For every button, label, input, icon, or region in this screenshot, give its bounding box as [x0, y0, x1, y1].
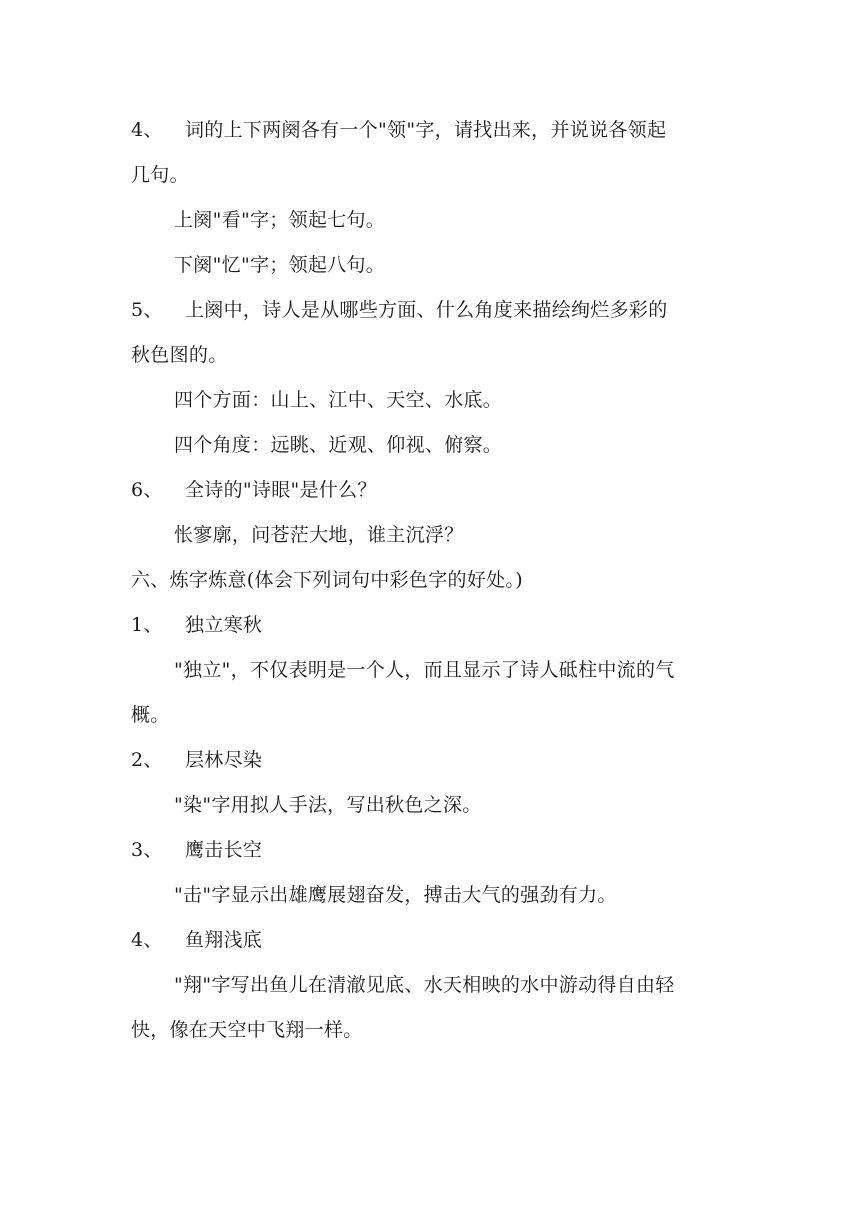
question-text: 上阕中，诗人是从哪些方面、什么角度来描绘绚烂多彩的	[185, 299, 668, 321]
question-continuation: 几句。	[131, 164, 189, 186]
phrase-text: 层林尽染	[185, 749, 263, 771]
answer-continuation: 快，像在天空中飞翔一样。	[131, 1019, 363, 1041]
answer-line: "独立"，不仅表明是一个人，而且显示了诗人砥柱中流的气	[174, 659, 675, 681]
phrase-text: 鹰击长空	[185, 839, 263, 861]
answer-line: "染"字用拟人手法，写出秋色之深。	[174, 794, 482, 816]
phrase-number: 4、	[131, 929, 163, 951]
phrase-number: 3、	[131, 839, 163, 861]
question-continuation: 秋色图的。	[131, 344, 228, 366]
document-body	[131, 108, 731, 1053]
phrase-text: 独立寒秋	[185, 614, 263, 636]
phrase-line	[131, 828, 731, 873]
phrase-number: 1、	[131, 614, 163, 636]
question-line	[131, 288, 731, 333]
answer-line: 下阕"忆"字；领起八句。	[174, 254, 386, 276]
question-line	[131, 108, 731, 153]
answer-line: 四个方面：山上、江中、天空、水底。	[174, 389, 503, 411]
answer-line: 四个角度：远眺、近观、仰视、俯察。	[174, 434, 503, 456]
answer-line: 上阕"看"字；领起七句。	[174, 209, 386, 231]
answer-line: "击"字显示出雄鹰展翅奋发，搏击大气的强劲有力。	[174, 884, 617, 906]
phrase-line	[131, 738, 731, 783]
answer-continuation: 概。	[131, 704, 170, 726]
section-heading: 六、炼字炼意(体会下列词句中彩色字的好处。)	[131, 569, 523, 591]
question-number: 6、	[131, 479, 163, 501]
phrase-text: 鱼翔浅底	[185, 929, 263, 951]
phrase-line	[131, 918, 731, 963]
question-number: 4、	[131, 119, 163, 141]
question-number: 5、	[131, 299, 163, 321]
answer-line: "翔"字写出鱼儿在清澈见底、水天相映的水中游动得自由轻	[174, 974, 675, 996]
question-line	[131, 468, 731, 513]
phrase-line	[131, 603, 731, 648]
answer-line: 怅寥廓，问苍茫大地，谁主沉浮？	[174, 524, 464, 546]
question-text: 词的上下两阕各有一个"领"字，请找出来，并说说各领起	[185, 119, 667, 141]
question-text: 全诗的"诗眼"是什么？	[185, 479, 377, 501]
phrase-number: 2、	[131, 749, 163, 771]
